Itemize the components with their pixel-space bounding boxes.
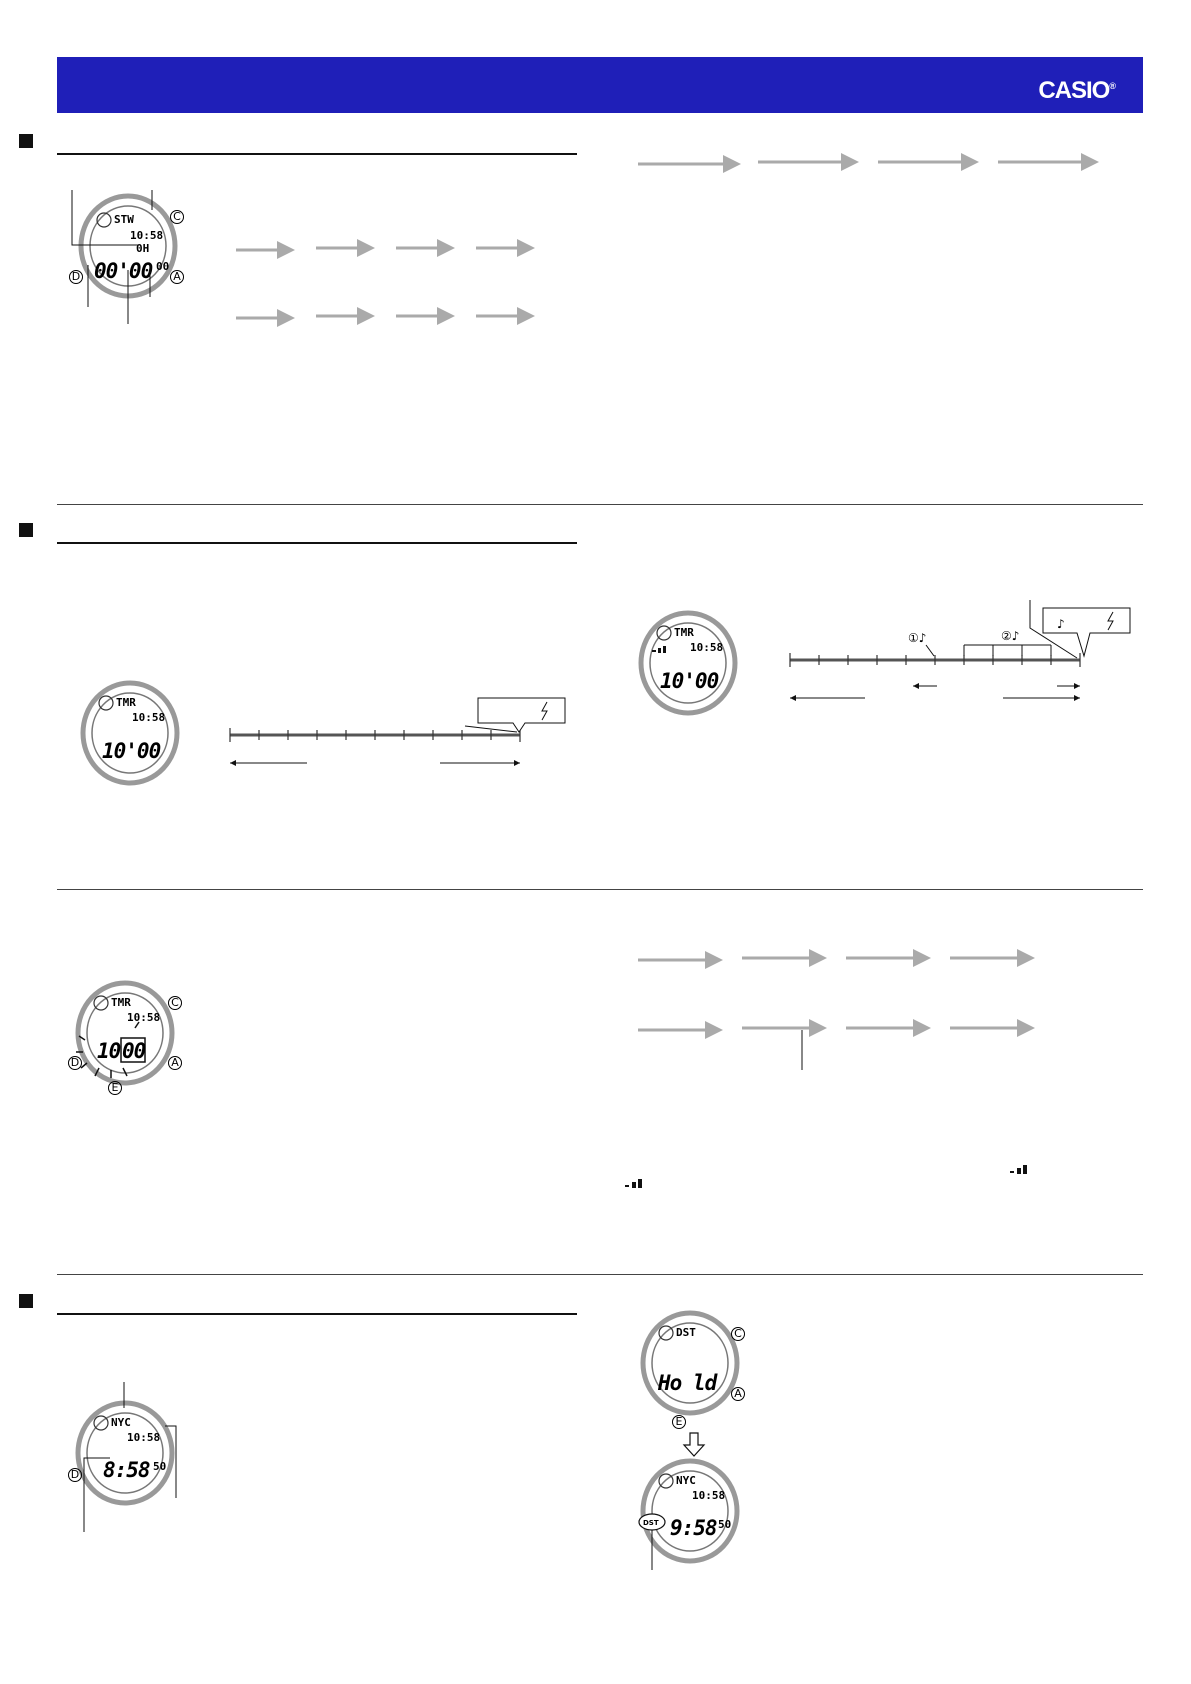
arrow-rows-timer-setting (638, 950, 1058, 1070)
aux-text: 0H (136, 242, 150, 255)
time-text: 10:58 (127, 1011, 161, 1024)
down-arrow-icon (682, 1433, 706, 1457)
signal-icon (625, 1179, 647, 1191)
section-marker (19, 523, 33, 537)
watch-timer-left (80, 680, 190, 790)
casio-logo: CASIO® (1038, 77, 1115, 104)
watch-dst-on (640, 1458, 750, 1568)
mode-text: DST (676, 1326, 696, 1339)
header-bar (57, 57, 1143, 113)
main-text: 10 (97, 1039, 121, 1063)
button-c-label: C (168, 996, 182, 1010)
button-c-label: C (731, 1327, 745, 1341)
main-text: 10'00 (660, 669, 719, 693)
mode-text: STW (114, 213, 134, 226)
main-text: 10'00 (102, 739, 161, 763)
divider (57, 504, 1143, 505)
time-text: 10:58 (130, 229, 164, 242)
mode-text: NYC (676, 1474, 696, 1487)
button-e-label: E (108, 1081, 122, 1095)
button-d-label: D (69, 270, 83, 284)
sec-text: 00 (156, 260, 170, 273)
note-label-3: ♪ (1057, 617, 1065, 631)
note-label-1: ①♪ (908, 631, 927, 645)
button-a-label: A (168, 1056, 182, 1070)
time-text: 10:58 (690, 641, 724, 654)
button-a-label: A (170, 270, 184, 284)
divider (57, 889, 1143, 890)
main-text: 9:58 (670, 1516, 717, 1540)
sec-text: 50 (718, 1518, 732, 1531)
timeline-left (225, 690, 565, 780)
time-text: 10:58 (132, 711, 166, 724)
mode-text: TMR (116, 696, 136, 709)
main-text: Ho ld (658, 1371, 717, 1395)
sec-text: 50 (153, 1460, 167, 1473)
mode-text: NYC (111, 1416, 131, 1429)
button-d-label: D (68, 1468, 82, 1482)
main-text: 8:58 (103, 1458, 150, 1482)
section-rule (57, 542, 577, 544)
callout-lines-world-time (80, 1380, 200, 1540)
section-rule (57, 1313, 577, 1315)
mode-text: TMR (111, 996, 131, 1009)
time-text: 10:58 (127, 1431, 161, 1444)
watch-timer-right (638, 610, 748, 720)
divider (57, 1274, 1143, 1275)
time-text: 10:58 (692, 1489, 726, 1502)
button-d-label: D (68, 1056, 82, 1070)
note-label-2: ②♪ (1001, 629, 1020, 643)
section-marker (19, 1294, 33, 1308)
callout-lines-stopwatch (70, 190, 190, 330)
timeline-right (785, 600, 1145, 710)
blink-text: 00 (122, 1039, 146, 1063)
section-rule (57, 153, 577, 155)
button-e-label: E (672, 1415, 686, 1429)
watch-timer-setting (75, 980, 185, 1090)
button-c-label: C (170, 210, 184, 224)
mode-text: TMR (674, 626, 694, 639)
button-a-label: A (731, 1387, 745, 1401)
signal-icon (1010, 1165, 1032, 1177)
main-text: 00'00 (94, 259, 153, 283)
section-marker (19, 134, 33, 148)
dst-badge: DST (643, 1519, 659, 1527)
arrow-row-top-right (638, 154, 1138, 174)
arrow-rows-stopwatch (236, 240, 556, 320)
